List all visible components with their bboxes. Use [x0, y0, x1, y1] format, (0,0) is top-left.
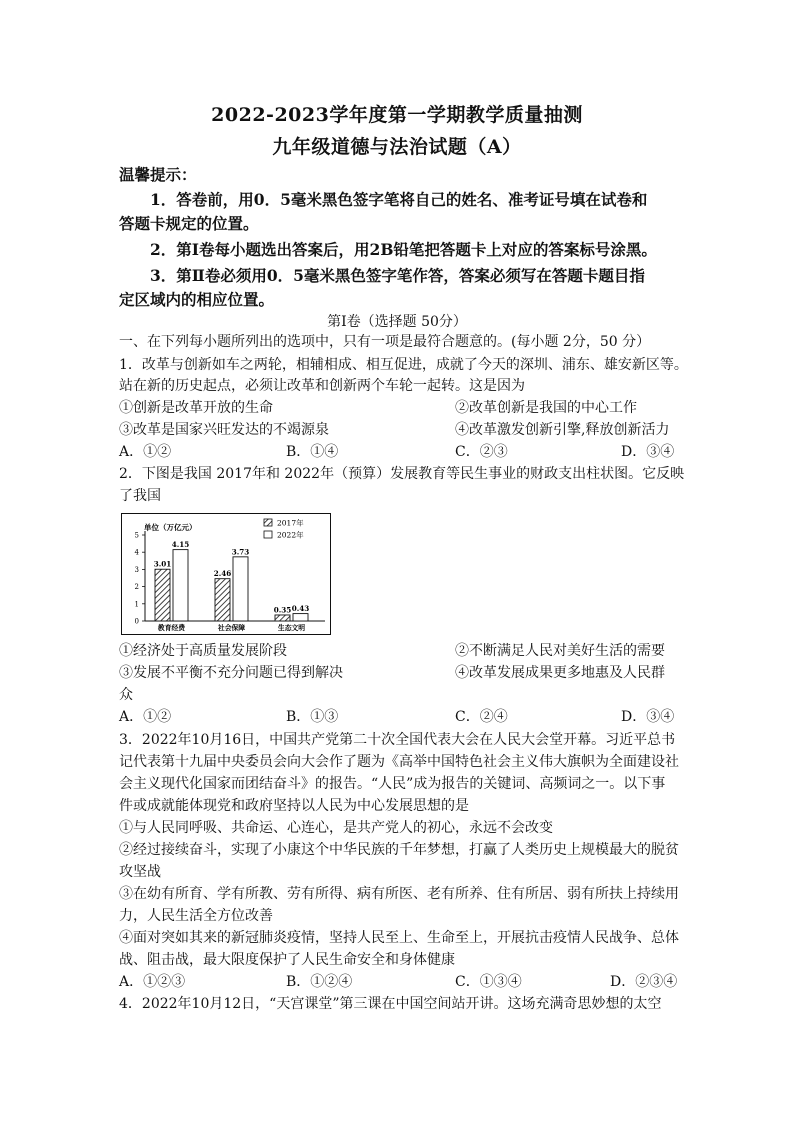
bar-value-label: 0.43 — [291, 604, 310, 614]
q2-stem-line-1: 2．下图是我国 2017年和 2022年（预算）发展教育等民生事业的财政支出柱状图。它反映 — [119, 466, 685, 482]
q3-stem-line-3: 会主义现代化国家而团结奋斗》的报告。“人民”成为报告的关键词、高频词之一。以下事 — [119, 776, 666, 792]
q2-option-4: ④改革发展成果更多地惠及人民群 — [455, 665, 665, 681]
q2-option-2: ②不断满足人民对美好生活的需要 — [455, 643, 665, 659]
chart-unit-label: 单位（万亿元） — [144, 523, 197, 532]
bar — [173, 550, 188, 621]
q3-option-3-cont: 力，人民生活全方位改善 — [119, 908, 273, 924]
legend-label-2022: 2022年 — [277, 530, 304, 540]
q2-stem-line-2: 了我国 — [119, 488, 161, 504]
y-tick-label: 1 — [134, 600, 139, 609]
q3-option-1: ①与人民同呼吸、共命运、心连心，是共产党人的初心，永远不会改变 — [119, 820, 553, 836]
bar — [155, 569, 170, 621]
y-tick-label: 2 — [134, 583, 139, 592]
spending-bar-chart — [121, 513, 331, 635]
y-tick-label: 5 — [134, 531, 139, 540]
q1-answer-a: A．①② — [119, 444, 172, 460]
q3-option-3: ③在幼有所育、学有所教、劳有所得、病有所医、老有所养、住有所居、弱有所扶上持续用 — [119, 886, 679, 902]
q2-option-1: ①经济处于高质量发展阶段 — [119, 643, 287, 659]
q3-option-2-cont: 攻坚战 — [119, 864, 161, 880]
q1-stem-line-1: 1．改革与创新如车之两轮，相辅相成、相互促进，成就了今天的深圳、浦东、雄安新区等。 — [119, 357, 688, 373]
q2-option-3: ③发展不平衡不充分问题已得到解决 — [119, 665, 343, 681]
tip-1-line-1: 1．答卷前，用0．5毫米黑色签字笔将自己的姓名、准考证号填在试卷和 — [150, 190, 648, 209]
bar — [215, 579, 230, 621]
q3-stem-line-2: 记代表第十九届中央委员会向大会作了题为《高举中国特色社会主义伟大旗帜为全面建设社 — [119, 754, 679, 770]
q3-answer-d: D．②③④ — [610, 974, 678, 990]
y-tick-label: 4 — [134, 548, 139, 557]
q3-option-2: ②经过接续奋斗，实现了小康这个中华民族的千年梦想，打赢了人类历史上规模最大的脱贫 — [119, 842, 679, 858]
tips-label: 温馨提示： — [119, 165, 197, 184]
q2-answer-a: A．①② — [119, 709, 172, 725]
q2-option-4-cont: 众 — [119, 687, 133, 703]
q2-answer-c: C．②④ — [455, 709, 508, 725]
q3-stem-line-4: 件或成就能体现党和政府坚持以人民为中心发展思想的是 — [119, 798, 469, 814]
q3-answer-a: A．①②③ — [119, 974, 186, 990]
q1-option-4: ④改革激发创新引擎,释放创新活力 — [455, 422, 670, 438]
legend-swatch-2022 — [264, 531, 272, 538]
bar-value-label: 2.46 — [213, 569, 232, 579]
q3-answer-c: C．①③④ — [455, 974, 522, 990]
q1-answer-c: C．②③ — [455, 444, 508, 460]
category-label: 教育经费 — [157, 624, 186, 632]
q1-option-2: ②改革创新是我国的中心工作 — [455, 400, 637, 416]
q1-option-3: ③改革是国家兴旺发达的不竭源泉 — [119, 422, 329, 438]
q1-option-1: ①创新是改革开放的生命 — [119, 400, 273, 416]
bar-value-label: 0.35 — [273, 605, 292, 615]
tip-3-line-1: 3．第Ⅱ卷必须用0．5毫米黑色签字笔作答，答案必须写在答题卡题目指 — [150, 266, 645, 285]
category-label: 生态文明 — [277, 624, 306, 632]
bar — [275, 615, 290, 621]
q2-answer-d: D．③④ — [621, 709, 675, 725]
q3-answer-b: B．①②④ — [286, 974, 353, 990]
q3-stem-line-1: 3．2022年10月16日，中国共产党第二十次全国代表大会在人民大会堂开幕。习近平总书 — [119, 732, 676, 748]
legend-swatch-2017 — [264, 519, 272, 526]
q3-option-4: ④面对突如其来的新冠肺炎疫情，坚持人民至上、生命至上，开展抗击疫情人民战争、总体 — [119, 930, 679, 946]
section-title: 第Ⅰ卷（选择题 50分） — [327, 314, 467, 330]
q3-option-4-cont: 战、阻击战，最大限度保护了人民生命安全和身体健康 — [119, 952, 455, 968]
tip-2-line-1: 2．第Ⅰ卷每小题选出答案后，用2B铅笔把答题卡上对应的答案标号涂黑。 — [150, 240, 657, 259]
q1-stem-line-2: 站在新的历史起点，必须让改革和创新两个车轮一起转。这是因为 — [119, 378, 525, 394]
bar — [233, 557, 248, 621]
exam-subtitle: 九年级道德与法治试题（A） — [272, 136, 522, 158]
tip-3-line-2: 定区域内的相应位置。 — [119, 290, 275, 309]
bar-value-label: 3.01 — [153, 559, 172, 569]
q1-answer-d: D．③④ — [621, 444, 675, 460]
exam-title: 2022-2023学年度第一学期教学质量抽测 — [211, 104, 583, 126]
bar-value-label: 3.73 — [231, 547, 250, 557]
category-label: 社会保障 — [217, 624, 246, 632]
q1-answer-b: B．①④ — [286, 444, 339, 460]
q4-stem-line-1: 4．2022年10月12日，“天宫课堂”第三课在中国空间站开讲。这场充满奇思妙想的太空 — [119, 996, 662, 1012]
bar — [293, 614, 308, 621]
y-tick-label: 3 — [134, 565, 139, 574]
y-tick-label: 0 — [134, 617, 139, 626]
legend-label-2017: 2017年 — [277, 518, 304, 528]
bar-value-label: 4.15 — [171, 540, 190, 550]
tip-1-line-2: 答题卡规定的位置。 — [119, 214, 259, 233]
section-instruction: 一、在下列每小题所列出的选项中，只有一项是最符合题意的。(每小题 2分，50 分） — [119, 334, 651, 350]
q2-answer-b: B．①③ — [286, 709, 339, 725]
